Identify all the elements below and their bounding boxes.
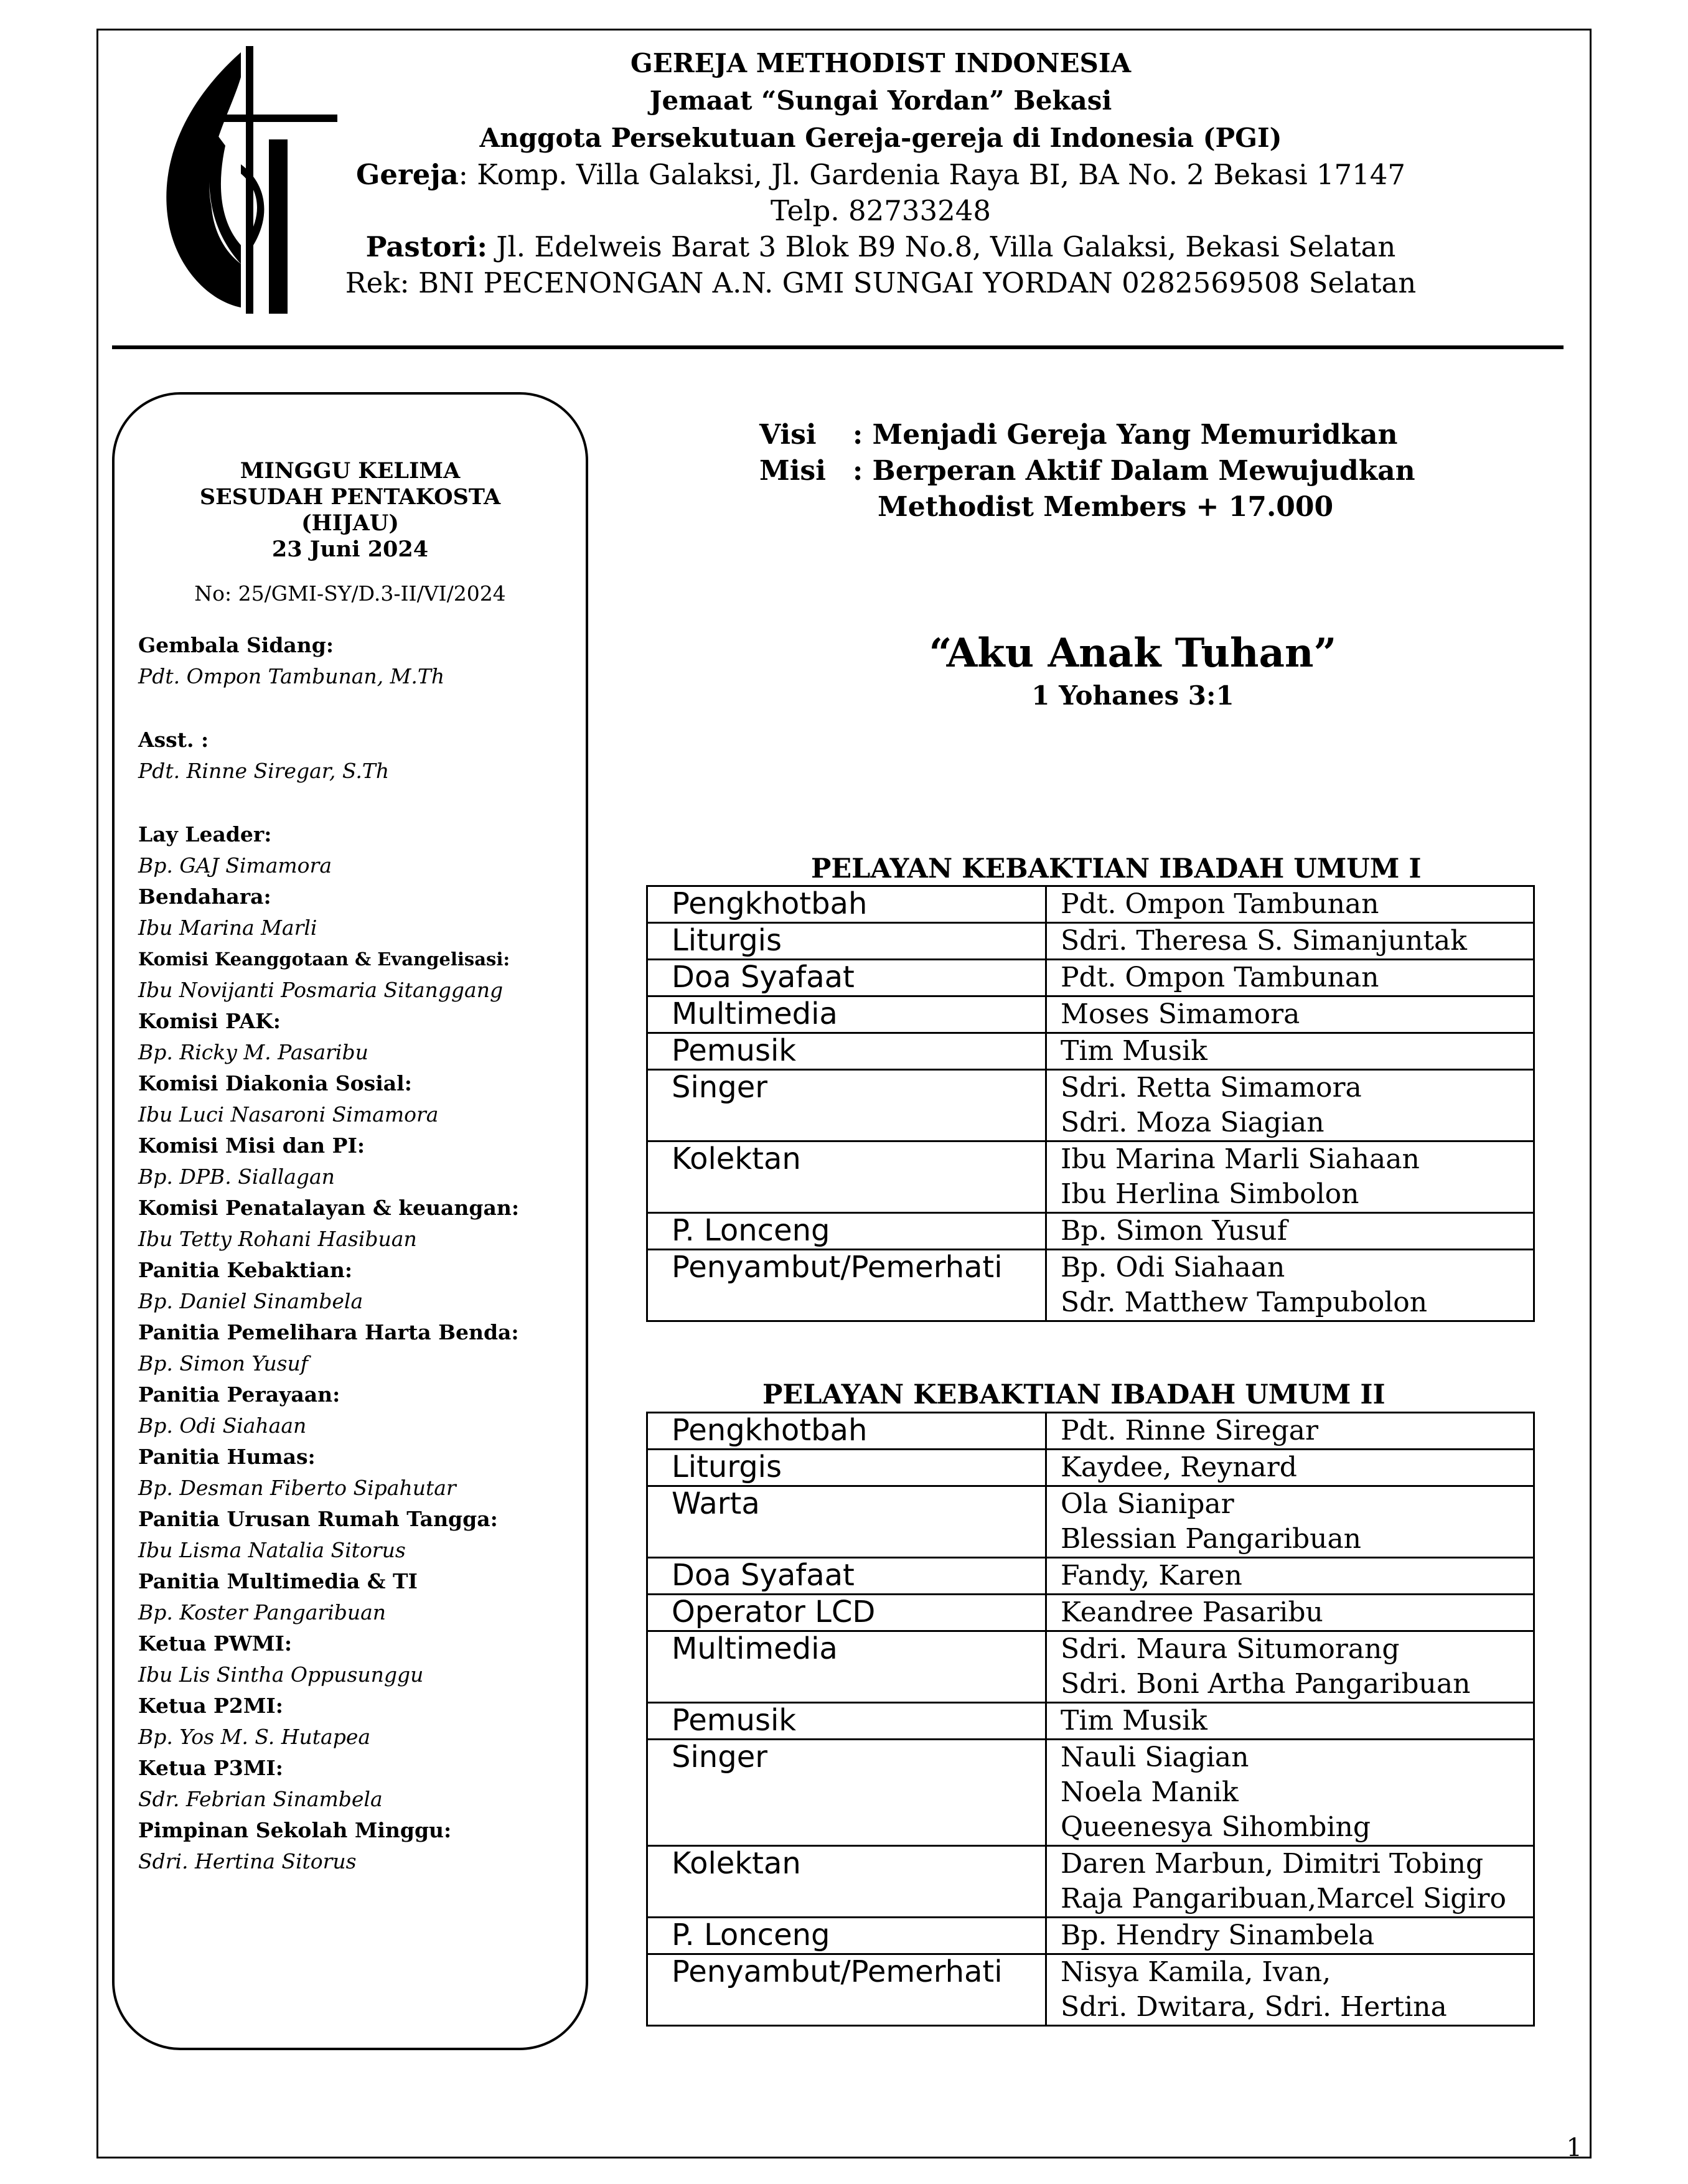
visi-text: : Menjadi Gereja Yang Memuridkan	[853, 419, 1398, 451]
table-row	[647, 1070, 1534, 1141]
names-cell	[1046, 1558, 1534, 1595]
role-cell: Liturgis	[647, 1450, 1046, 1486]
table-row	[647, 1486, 1534, 1558]
role-name: Ibu Tetty Rohani Hasibuan	[138, 1227, 417, 1251]
role-name: Sdri. Hertina Sitorus	[138, 1849, 357, 1873]
sidebar-heading	[115, 458, 586, 563]
role-title: Ketua P3MI:	[138, 1756, 283, 1780]
table-row	[647, 1703, 1534, 1740]
role-name: Ibu Novijanti Posmaria Sitanggang	[138, 978, 504, 1002]
role-name: Bp. Simon Yusuf	[138, 1351, 308, 1376]
table-row	[647, 1250, 1534, 1321]
role-cell: Kolektan	[647, 1846, 1046, 1918]
role-cell: Singer	[647, 1070, 1046, 1141]
role-title: Panitia Kebaktian:	[138, 1258, 353, 1282]
role-title: Lay Leader:	[138, 822, 272, 846]
table-row	[647, 996, 1534, 1033]
role-cell: Operator LCD	[647, 1595, 1046, 1631]
table-row	[647, 1740, 1534, 1846]
pastori-address	[261, 229, 1500, 265]
misi-text-2: Methodist Members + 17.000	[878, 491, 1334, 523]
person-name: Nisya Kamila, Ivan,	[1061, 1956, 1331, 1988]
role-cell: Liturgis	[647, 923, 1046, 960]
role-cell: Pengkhotbah	[647, 1413, 1046, 1450]
role-name: Bp. Daniel Sinambela	[138, 1289, 363, 1313]
role-cell: P. Lonceng	[647, 1213, 1046, 1250]
role-cell: Penyambut/Pemerhati	[647, 1954, 1046, 2026]
service-2-title: PELAYAN KEBAKTIAN IBADAH UMUM II	[762, 1379, 1386, 1410]
role-name: Bp. Yos M. S. Hutapea	[138, 1725, 371, 1749]
person-name: Daren Marbun, Dimitri Tobing	[1061, 1848, 1484, 1880]
names-cell	[1046, 1141, 1534, 1213]
role-cell: Doa Syafaat	[647, 960, 1046, 996]
person-name: Sdr. Matthew Tampubolon	[1061, 1286, 1428, 1318]
person-name: Bp. Odi Siahaan	[1061, 1252, 1285, 1283]
person-name: Fandy, Karen	[1061, 1560, 1242, 1591]
names-cell	[1046, 1213, 1534, 1250]
role-cell: Pengkhotbah	[647, 886, 1046, 923]
names-cell	[1046, 1703, 1534, 1740]
telephone: Telp. 82733248	[770, 194, 991, 227]
table-row	[647, 1413, 1534, 1450]
person-name: Sdri. Boni Artha Pangaribuan	[1061, 1668, 1471, 1700]
person-name: Sdri. Retta Simamora	[1061, 1072, 1362, 1104]
table-row	[647, 960, 1534, 996]
person-name: Pdt. Rinne Siregar	[1061, 1415, 1319, 1446]
role-title: Bendahara:	[138, 884, 271, 909]
sidebar-box	[112, 392, 588, 2050]
pastori-label: Pastori:	[365, 230, 487, 263]
role-cell: Singer	[647, 1740, 1046, 1846]
membership-line: Anggota Persekutuan Gereja-gereja di Indonesia (PGI)	[479, 123, 1282, 153]
names-cell	[1046, 996, 1534, 1033]
table-row	[647, 1918, 1534, 1954]
names-cell	[1046, 1595, 1534, 1631]
person-name: Tim Musik	[1061, 1705, 1207, 1736]
role-title: Pimpinan Sekolah Minggu:	[138, 1818, 452, 1842]
church-header	[261, 45, 1500, 301]
role-title: Komisi PAK:	[138, 1009, 281, 1033]
person-name: Sdri. Theresa S. Simanjuntak	[1061, 925, 1467, 957]
role-title: Ketua PWMI:	[138, 1631, 293, 1656]
role-cell: Multimedia	[647, 1631, 1046, 1703]
table-row	[647, 1558, 1534, 1595]
role-cell: Kolektan	[647, 1141, 1046, 1213]
table-row	[647, 1213, 1534, 1250]
person-name: Queenesya Sihombing	[1061, 1811, 1371, 1843]
person-name: Ola Sianipar	[1061, 1488, 1234, 1520]
table-row	[647, 1954, 1534, 2026]
person-name: Ibu Herlina Simbolon	[1061, 1178, 1359, 1210]
role-name: Pdt. Ompon Tambunan, M.Th	[138, 664, 445, 688]
sidebar-heading-3: (HIJAU)	[301, 510, 399, 536]
role-title: Ketua P2MI:	[138, 1694, 283, 1718]
person-name: Tim Musik	[1061, 1035, 1207, 1067]
names-cell	[1046, 1070, 1534, 1141]
table-row	[647, 1595, 1534, 1631]
role-cell: Pemusik	[647, 1033, 1046, 1070]
person-name: Noela Manik	[1061, 1776, 1239, 1808]
theme-verse: 1 Yohanes 3:1	[1031, 680, 1234, 711]
person-name: Kaydee, Reynard	[1061, 1451, 1297, 1483]
sidebar-heading-2: SESUDAH PENTAKOSTA	[199, 484, 501, 510]
person-name: Moses Simamora	[1061, 998, 1300, 1030]
person-name: Keandree Pasaribu	[1061, 1596, 1323, 1628]
service-2-table	[646, 1412, 1535, 2027]
service-1-title: PELAYAN KEBAKTIAN IBADAH UMUM I	[811, 853, 1422, 884]
gereja-address-text: : Komp. Villa Galaksi, Jl. Gardenia Raya BI, BA No. 2 Bekasi 17147	[458, 158, 1406, 191]
bank-account: Rek: BNI PECENONGAN A.N. GMI SUNGAI YORDAN 0282569508 Selatan	[345, 266, 1417, 299]
role-title: Panitia Pemelihara Harta Benda:	[138, 1320, 519, 1344]
names-cell	[1046, 1918, 1534, 1954]
table-row	[647, 1846, 1534, 1918]
role-name: Ibu Luci Nasaroni Simamora	[138, 1102, 439, 1127]
person-name: Pdt. Ompon Tambunan	[1061, 888, 1379, 920]
role-name: Bp. GAJ Simamora	[138, 853, 332, 878]
person-name: Raja Pangaribuan,Marcel Sigiro	[1061, 1883, 1507, 1915]
sidebar-date: 23 Juni 2024	[271, 537, 429, 562]
role-cell: Warta	[647, 1486, 1046, 1558]
role-name: Ibu Lisma Natalia Sitorus	[138, 1538, 406, 1562]
role-name: Ibu Lis Sintha Oppusunggu	[138, 1662, 424, 1687]
person-name: Sdri. Maura Situmorang	[1061, 1633, 1400, 1665]
sidebar-heading-1: MINGGU KELIMA	[240, 458, 461, 484]
role-title: Komisi Keanggotaan & Evangelisasi:	[138, 949, 510, 970]
role-name: Pdt. Rinne Siregar, S.Th	[138, 759, 390, 783]
role-cell: Doa Syafaat	[647, 1558, 1046, 1595]
role-name: Ibu Marina Marli	[138, 916, 317, 940]
church-address	[261, 157, 1500, 193]
names-cell	[1046, 1954, 1534, 2026]
visi-label: Visi	[759, 419, 817, 451]
congregation-name: Jemaat “Sungai Yordan” Bekasi	[649, 85, 1112, 116]
role-name: Bp. Desman Fiberto Sipahutar	[138, 1476, 456, 1500]
person-name: Blessian Pangaribuan	[1061, 1523, 1362, 1555]
role-cell: Multimedia	[647, 996, 1046, 1033]
role-name: Bp. Ricky M. Pasaribu	[138, 1040, 368, 1064]
bulletin-number: No: 25/GMI-SY/D.3-II/VI/2024	[194, 581, 506, 606]
role-name: Bp. DPB. Siallagan	[138, 1165, 335, 1189]
role-title: Komisi Penatalayan & keuangan:	[138, 1196, 520, 1220]
person-name: Sdri. Dwitara, Sdri. Hertina	[1061, 1991, 1447, 2023]
person-name: Sdri. Moza Siagian	[1061, 1107, 1325, 1138]
misi-text: : Berperan Aktif Dalam Mewujudkan	[853, 455, 1415, 487]
role-title: Panitia Urusan Rumah Tangga:	[138, 1507, 498, 1531]
names-cell	[1046, 1033, 1534, 1070]
table-row	[647, 923, 1534, 960]
officers-list	[138, 630, 574, 1877]
role-cell: Penyambut/Pemerhati	[647, 1250, 1046, 1321]
table-row	[647, 1450, 1534, 1486]
names-cell	[1046, 1631, 1534, 1703]
names-cell	[1046, 886, 1534, 923]
table-row	[647, 1033, 1534, 1070]
vision-mission	[759, 417, 1415, 525]
table-row	[647, 1631, 1534, 1703]
misi-label: Misi	[759, 455, 826, 487]
names-cell	[1046, 1740, 1534, 1846]
role-title: Komisi Diakonia Sosial:	[138, 1071, 412, 1095]
names-cell	[1046, 960, 1534, 996]
names-cell	[1046, 1846, 1534, 1918]
role-title: Komisi Misi dan PI:	[138, 1133, 365, 1158]
role-cell: Pemusik	[647, 1703, 1046, 1740]
church-name: GEREJA METHODIST INDONESIA	[630, 48, 1132, 78]
header-divider	[112, 345, 1564, 349]
gereja-label: Gereja	[355, 158, 459, 191]
service-1-table	[646, 885, 1535, 1322]
names-cell	[1046, 1250, 1534, 1321]
names-cell	[1046, 1486, 1534, 1558]
role-title: Panitia Perayaan:	[138, 1382, 340, 1407]
role-name: Bp. Odi Siahaan	[138, 1413, 307, 1438]
role-title: Panitia Multimedia & TI	[138, 1569, 418, 1593]
role-name: Bp. Koster Pangaribuan	[138, 1600, 387, 1624]
names-cell	[1046, 1450, 1534, 1486]
role-title: Panitia Humas:	[138, 1445, 316, 1469]
role-name: Sdr. Febrian Sinambela	[138, 1787, 383, 1811]
role-title: Asst. :	[138, 728, 209, 752]
names-cell	[1046, 923, 1534, 960]
names-cell	[1046, 1413, 1534, 1450]
person-name: Bp. Hendry Sinambela	[1061, 1919, 1375, 1951]
page-number: 1	[1566, 2134, 1582, 2162]
role-cell: P. Lonceng	[647, 1918, 1046, 1954]
role-title: Gembala Sidang:	[138, 633, 334, 657]
person-name: Nauli Siagian	[1061, 1741, 1249, 1773]
theme-title: “Aku Anak Tuhan”	[929, 630, 1337, 677]
person-name: Bp. Simon Yusuf	[1061, 1215, 1287, 1247]
person-name: Pdt. Ompon Tambunan	[1061, 962, 1379, 993]
table-row	[647, 886, 1534, 923]
pastori-address-text: Jl. Edelweis Barat 3 Blok B9 No.8, Villa Galaksi, Bekasi Selatan	[487, 230, 1396, 263]
person-name: Ibu Marina Marli Siahaan	[1061, 1143, 1420, 1175]
sermon-theme	[635, 629, 1631, 713]
table-row	[647, 1141, 1534, 1213]
